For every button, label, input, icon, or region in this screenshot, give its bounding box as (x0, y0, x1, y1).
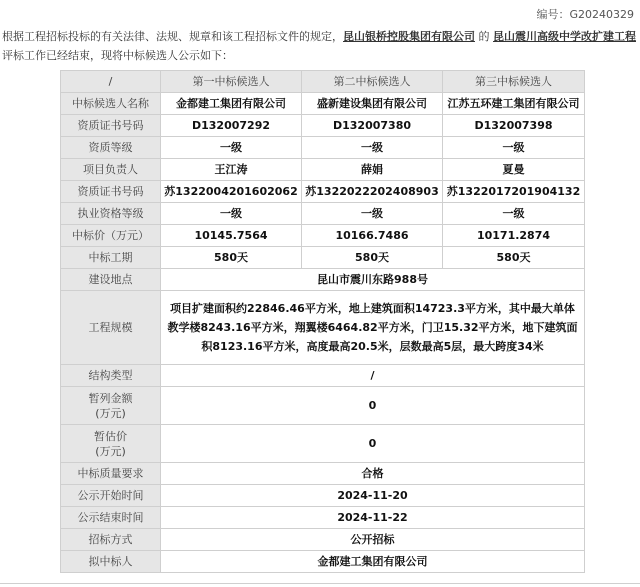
cell-value: 夏曼 (443, 159, 585, 181)
row-practice-level (61, 203, 585, 225)
cell-value: 江苏五环建工集团有限公司 (443, 93, 585, 115)
cell-value: 580天 (161, 247, 302, 269)
row-label (61, 387, 161, 425)
cell-value: 2024-11-22 (161, 507, 585, 529)
row-quality (61, 463, 585, 485)
project-name: 昆山震川高级中学改扩建工程 (493, 30, 636, 43)
cell-value: 0 (161, 425, 585, 463)
intro-text-3: 评标工作已经结束，现将中标候选人公示如下： (2, 49, 233, 62)
row-structure (61, 365, 585, 387)
cell-value: 一级 (302, 137, 443, 159)
row-label: 资质证书号码 (61, 115, 161, 137)
cell-value: 苏1322022202408903 (302, 181, 443, 203)
row-label: 中标价（万元） (61, 225, 161, 247)
intro-paragraph (2, 27, 636, 65)
cell-value: 昆山市震川东路988号 (161, 269, 585, 291)
cell-value: 一级 (443, 203, 585, 225)
row-manager-cert (61, 181, 585, 203)
row-scale (61, 291, 585, 365)
cell-value: 项目扩建面积约22846.46平方米，地上建筑面积14723.3平方米，其中最大单体教学楼8243.16平方米，翔翼楼6464.82平方米，门卫15.32平方米，地下建筑面积8123.16平方米，高度最高20.5米，层数最高5层，最大跨度34米 (161, 291, 585, 365)
row-estimate (61, 425, 585, 463)
cell-value: 580天 (443, 247, 585, 269)
cell-value: D132007292 (161, 115, 302, 137)
row-provisional-sum (61, 387, 585, 425)
cell-value: 10166.7486 (302, 225, 443, 247)
row-label (61, 425, 161, 463)
bottom-divider (0, 583, 640, 584)
intro-text-2: 的 (475, 30, 493, 43)
cell-value: 一级 (161, 137, 302, 159)
row-qualification-cert (61, 115, 585, 137)
cell-value: 0 (161, 387, 585, 425)
cell-value: D132007398 (443, 115, 585, 137)
row-label: 中标质量要求 (61, 463, 161, 485)
row-label: 执业资格等级 (61, 203, 161, 225)
cell-value: 盛新建设集团有限公司 (302, 93, 443, 115)
row-label: 招标方式 (61, 529, 161, 551)
cell-value: 10171.2874 (443, 225, 585, 247)
row-label: 公示结束时间 (61, 507, 161, 529)
table-header-row (61, 71, 585, 93)
row-candidate-name (61, 93, 585, 115)
row-label: 中标工期 (61, 247, 161, 269)
row-proposed-winner (61, 551, 585, 573)
row-site (61, 269, 585, 291)
cell-value: / (161, 365, 585, 387)
cell-value: 10145.7564 (161, 225, 302, 247)
row-label: 资质等级 (61, 137, 161, 159)
document-number: 编号：G20240329 (536, 8, 634, 21)
row-label: 工程规模 (61, 291, 161, 365)
row-label: 结构类型 (61, 365, 161, 387)
cell-value: 王江涛 (161, 159, 302, 181)
row-project-manager (61, 159, 585, 181)
row-label-unit: (万元) (95, 444, 126, 458)
row-label-unit: (万元) (95, 406, 126, 420)
row-bid-price (61, 225, 585, 247)
cell-value: 一级 (443, 137, 585, 159)
header-candidate-3: 第三中标候选人 (443, 71, 585, 93)
row-label: 拟中标人 (61, 551, 161, 573)
cell-value: 一级 (302, 203, 443, 225)
row-publicity-start (61, 485, 585, 507)
cell-value: 苏1322017201904132 (443, 181, 585, 203)
row-label-line: 暂估价 (94, 429, 127, 443)
row-tender-method (61, 529, 585, 551)
row-duration (61, 247, 585, 269)
row-label: 资质证书号码 (61, 181, 161, 203)
cell-value: 合格 (161, 463, 585, 485)
row-label: 中标候选人名称 (61, 93, 161, 115)
row-label: 公示开始时间 (61, 485, 161, 507)
row-label: 建设地点 (61, 269, 161, 291)
row-qualification-grade (61, 137, 585, 159)
header-candidate-1: 第一中标候选人 (161, 71, 302, 93)
cell-value: 公开招标 (161, 529, 585, 551)
cell-value: D132007380 (302, 115, 443, 137)
candidate-table (60, 70, 585, 573)
row-publicity-end (61, 507, 585, 529)
intro-text-1: 根据工程招标投标的有关法律、法规、规章和该工程招标文件的规定， (2, 30, 343, 43)
tenderer-name: 昆山银桥控股集团有限公司 (343, 30, 475, 43)
header-corner: / (61, 71, 161, 93)
cell-value: 580天 (302, 247, 443, 269)
cell-value: 薛娟 (302, 159, 443, 181)
row-label-line: 暂列金额 (88, 391, 133, 405)
cell-value: 一级 (161, 203, 302, 225)
cell-value: 金都建工集团有限公司 (161, 93, 302, 115)
cell-value: 苏1322004201602062 (161, 181, 302, 203)
cell-value: 金都建工集团有限公司 (161, 551, 585, 573)
cell-value: 2024-11-20 (161, 485, 585, 507)
header-candidate-2: 第二中标候选人 (302, 71, 443, 93)
row-label: 项目负责人 (61, 159, 161, 181)
